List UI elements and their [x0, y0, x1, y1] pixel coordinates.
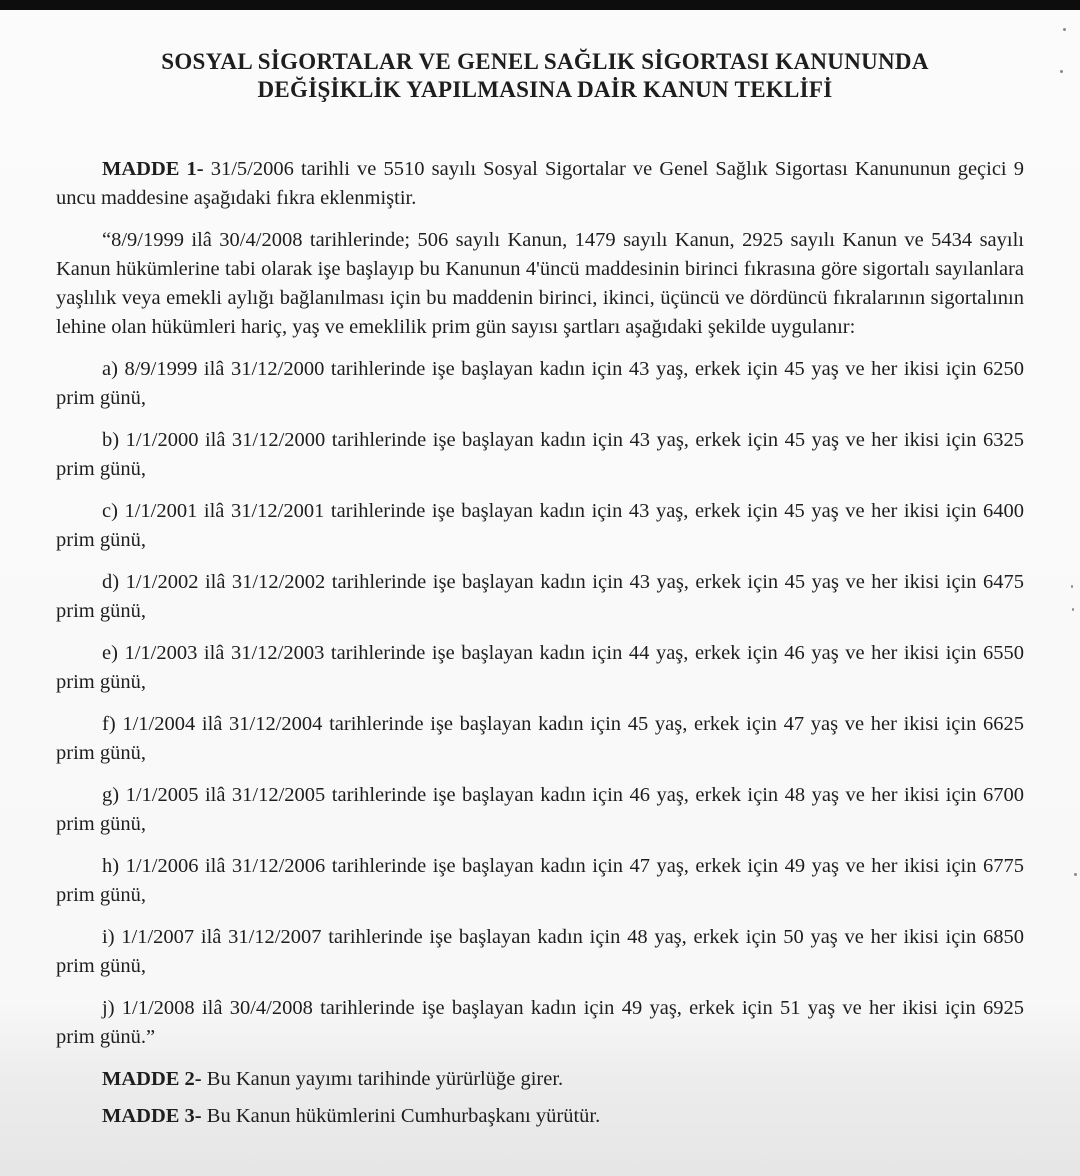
- list-item-j: j) 1/1/2008 ilâ 30/4/2008 tarihlerinde işe başlayan kadın için 49 yaş, erkek için 51 yaş ve her ikisi için 6925 prim günü.”: [56, 997, 1024, 1048]
- madde-2-label: MADDE 2-: [102, 1068, 202, 1090]
- list-item-e: e) 1/1/2003 ilâ 31/12/2003 tarihlerinde işe başlayan kadın için 44 yaş, erkek için 46 yaş ve her ikisi için 6550 prim günü,: [56, 642, 1024, 693]
- document-page: [0, 10, 1080, 1176]
- list-item-d: d) 1/1/2002 ilâ 31/12/2002 tarihlerinde işe başlayan kadın için 43 yaş, erkek için 45 yaş ve her ikisi için 6475 prim günü,: [56, 571, 1024, 622]
- list-item-g: g) 1/1/2005 ilâ 31/12/2005 tarihlerinde işe başlayan kadın için 46 yaş, erkek için 48 yaş ve her ikisi için 6700 prim günü,: [56, 784, 1024, 835]
- madde-2-paragraph: [56, 1065, 1024, 1094]
- title-line-2: DEĞİŞİKLİK YAPILMASINA DAİR KANUN TEKLİFİ: [257, 77, 833, 102]
- scan-speck: [1063, 28, 1066, 31]
- list-item-i: i) 1/1/2007 ilâ 31/12/2007 tarihlerinde işe başlayan kadın için 48 yaş, erkek için 50 yaş ve her ikisi için 6850 prim günü,: [56, 926, 1024, 977]
- quote-intro-paragraph: “8/9/1999 ilâ 30/4/2008 tarihlerinde; 506 sayılı Kanun, 1479 sayılı Kanun, 2925 sayılı Kanun ve 5434 sayılı Kanun hükümlerine tabi olarak işe başlayıp bu Kanunun 4'üncü maddesinin birinci fıkrasına göre sigortalı sayılanlara yaşlılık veya emekli aylığı bağlanılması için bu maddenin birinci, ikinci, üçüncü ve dördüncü fıkralarının sigortalının lehine olan hükümleri hariç, yaş ve emeklilik prim gün sayısı şartları aşağıdaki şekilde uygulanır:: [56, 229, 1024, 338]
- madde-3-paragraph: [56, 1102, 1024, 1131]
- madde-3-text: Bu Kanun hükümlerini Cumhurbaşkanı yürütür.: [201, 1105, 601, 1127]
- list-item-f: f) 1/1/2004 ilâ 31/12/2004 tarihlerinde işe başlayan kadın için 45 yaş, erkek için 47 yaş ve her ikisi için 6625 prim günü,: [56, 713, 1024, 764]
- list-item-b: b) 1/1/2000 ilâ 31/12/2000 tarihlerinde işe başlayan kadın için 43 yaş, erkek için 45 yaş ve her ikisi için 6325 prim günü,: [56, 429, 1024, 480]
- madde-1-text: 31/5/2006 tarihli ve 5510 sayılı Sosyal Sigortalar ve Genel Sağlık Sigortası Kanununun geçici 9 uncu maddesine aşağıdaki fıkra eklenmiştir.: [56, 158, 1024, 209]
- madde-2-text: Bu Kanun yayımı tarihinde yürürlüğe girer.: [201, 1068, 564, 1090]
- madde-1-paragraph: [56, 155, 1024, 213]
- document-body: [56, 155, 1024, 1139]
- scan-speck: [1071, 585, 1073, 588]
- scan-speck: [1072, 608, 1074, 611]
- scan-speck: [1060, 70, 1063, 73]
- madde-3-label: MADDE 3-: [102, 1105, 202, 1127]
- madde-1-label: MADDE 1-: [102, 158, 204, 180]
- scan-speck: [1074, 873, 1077, 876]
- document-title: [0, 48, 1080, 104]
- list-item-c: c) 1/1/2001 ilâ 31/12/2001 tarihlerinde işe başlayan kadın için 43 yaş, erkek için 45 yaş ve her ikisi için 6400 prim günü,: [56, 500, 1024, 551]
- top-black-bar: [0, 0, 1080, 10]
- title-line-1: SOSYAL SİGORTALAR VE GENEL SAĞLIK SİGORTASI KANUNUNDA: [161, 49, 929, 74]
- list-item-h: h) 1/1/2006 ilâ 31/12/2006 tarihlerinde işe başlayan kadın için 47 yaş, erkek için 49 yaş ve her ikisi için 6775 prim günü,: [56, 855, 1024, 906]
- list-item-a: a) 8/9/1999 ilâ 31/12/2000 tarihlerinde işe başlayan kadın için 43 yaş, erkek için 45 yaş ve her ikisi için 6250 prim günü,: [56, 358, 1024, 409]
